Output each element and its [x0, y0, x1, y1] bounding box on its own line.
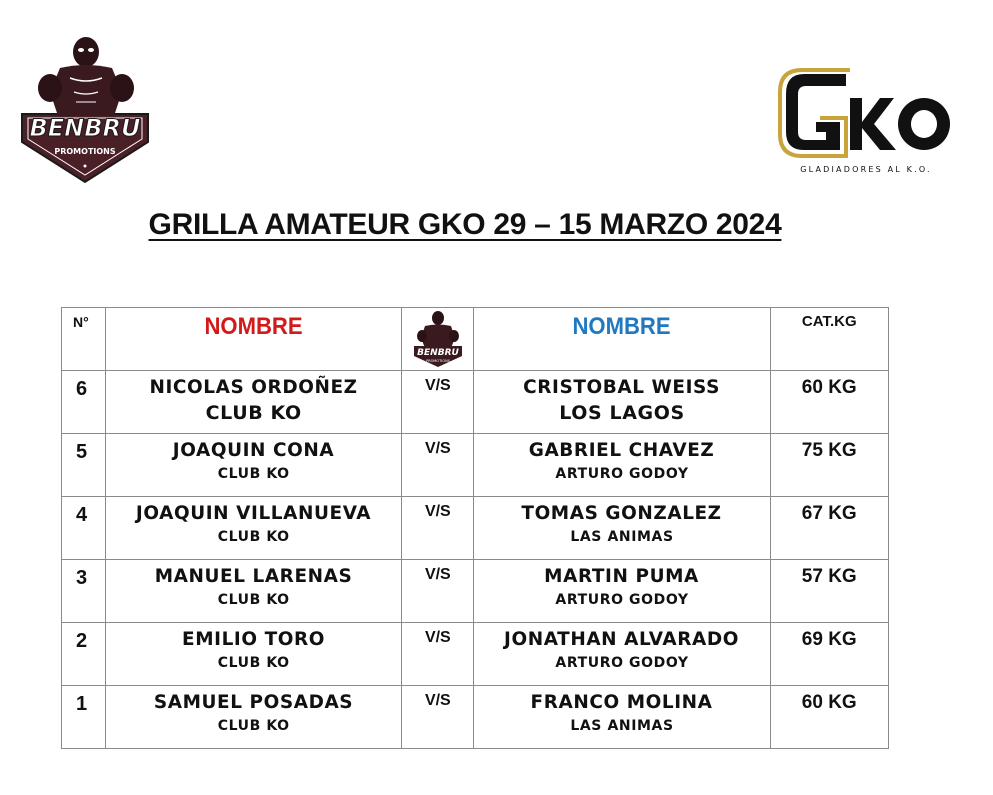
red-corner-fighter: EMILIO TORO	[182, 628, 326, 650]
table-row	[62, 623, 889, 686]
benbru-logo-text: BENBRU	[29, 114, 141, 142]
blue-corner-club: ARTURO GODOY	[555, 655, 689, 671]
blue-corner-fighter: TOMAS GONZALEZ	[521, 502, 723, 524]
versus-label-cell	[402, 497, 474, 560]
versus-label-cell	[402, 371, 474, 434]
blue-corner-cell	[474, 560, 770, 623]
red-corner-cell	[106, 560, 402, 623]
bout-number-cell	[62, 686, 106, 749]
promotions-logo-text: PROMOTIONS	[54, 147, 116, 156]
bout-number: 4	[76, 504, 88, 526]
bout-number: 1	[76, 693, 88, 715]
table-header-row	[62, 308, 889, 371]
blue-corner-club: ARTURO GODOY	[555, 592, 689, 608]
bout-number: 2	[76, 630, 88, 652]
red-corner-cell	[106, 686, 402, 749]
table-row	[62, 371, 889, 434]
header-red-corner-cell	[106, 308, 402, 371]
bout-number-cell	[62, 560, 106, 623]
blue-corner-club: ARTURO GODOY	[555, 466, 689, 482]
bout-number-cell	[62, 623, 106, 686]
blue-corner-fighter: GABRIEL CHAVEZ	[529, 439, 715, 461]
header-number: N°	[73, 314, 89, 330]
weight-category-cell	[770, 371, 888, 434]
blue-corner-cell	[474, 497, 770, 560]
bout-number: 6	[76, 378, 88, 400]
red-corner-fighter: SAMUEL POSADAS	[154, 691, 354, 713]
weight-category-cell	[770, 686, 888, 749]
header-red-corner-name: NOMBRE	[204, 313, 303, 340]
red-corner-cell	[106, 497, 402, 560]
blue-corner-fighter: MARTIN PUMA	[544, 565, 700, 587]
red-corner-cell	[106, 623, 402, 686]
blue-corner-fighter: CRISTOBAL WEISS	[523, 376, 721, 398]
header-logo-cell	[402, 308, 474, 371]
header-category-cell	[770, 308, 888, 371]
benbru-promotions-logo	[14, 34, 156, 184]
header-blue-corner-name: NOMBRE	[572, 313, 672, 340]
versus-label: V/S	[424, 440, 451, 457]
red-corner-fighter: JOAQUIN VILLANUEVA	[136, 502, 372, 524]
table-row	[62, 560, 889, 623]
red-corner-club: CLUB KO	[217, 718, 290, 734]
versus-label-cell	[402, 623, 474, 686]
blue-corner-cell	[474, 434, 770, 497]
versus-label-cell	[402, 686, 474, 749]
weight-category-cell	[770, 497, 888, 560]
versus-label: V/S	[424, 692, 451, 709]
weight-category-cell	[770, 623, 888, 686]
bout-number-cell	[62, 434, 106, 497]
bout-number: 3	[76, 567, 88, 589]
header-blue-corner-cell	[474, 308, 770, 371]
red-corner-club: CLUB KO	[217, 592, 290, 608]
versus-label: V/S	[424, 503, 451, 520]
red-corner-club: CLUB KO	[217, 655, 290, 671]
weight-category: 60 KG	[801, 377, 857, 398]
fight-card-table	[61, 307, 889, 749]
gko-logo-subtitle: GLADIADORES AL K.O.	[800, 165, 932, 174]
blue-corner-club: LAS ANIMAS	[570, 529, 674, 545]
red-corner-cell	[106, 434, 402, 497]
bout-number-cell	[62, 497, 106, 560]
blue-corner-club: LAS ANIMAS	[570, 718, 674, 734]
versus-label-cell	[402, 560, 474, 623]
table-row	[62, 686, 889, 749]
header-category: CAT.KG	[801, 313, 857, 330]
blue-corner-cell	[474, 686, 770, 749]
weight-category: 69 KG	[801, 629, 857, 650]
blue-corner-fighter: FRANCO MOLINA	[531, 691, 713, 713]
benbru-mini-logo	[411, 310, 465, 368]
red-corner-fighter: NICOLAS ORDOÑEZ	[149, 376, 358, 398]
blue-corner-fighter: JONATHAN ALVARADO	[504, 628, 740, 650]
weight-category: 57 KG	[801, 566, 857, 587]
red-corner-club: CLUB KO	[217, 529, 290, 545]
blue-corner-cell	[474, 623, 770, 686]
mini-logo-subtext: PROMOTIONS	[425, 359, 450, 363]
table-row	[62, 497, 889, 560]
table-row	[62, 434, 889, 497]
versus-label: V/S	[424, 629, 451, 646]
weight-category-cell	[770, 434, 888, 497]
weight-category: 75 KG	[801, 440, 857, 461]
red-corner-club: CLUB KO	[217, 466, 290, 482]
versus-label-cell	[402, 434, 474, 497]
weight-category: 67 KG	[801, 503, 857, 524]
page-title: GRILLA AMATEUR GKO 29 – 15 MARZO 2024	[148, 208, 782, 241]
header-number-cell	[62, 308, 106, 371]
gko-logo	[776, 64, 956, 176]
mini-logo-text: BENBRU	[417, 348, 459, 358]
red-corner-club: CLUB KO	[205, 402, 302, 424]
red-corner-fighter: JOAQUIN CONA	[172, 439, 335, 461]
versus-label: V/S	[424, 566, 451, 583]
bout-number: 5	[76, 441, 88, 463]
weight-category: 60 KG	[801, 692, 857, 713]
blue-corner-cell	[474, 371, 770, 434]
versus-label: V/S	[424, 377, 451, 394]
blue-corner-club: LOS LAGOS	[559, 402, 685, 424]
weight-category-cell	[770, 560, 888, 623]
red-corner-cell	[106, 371, 402, 434]
bout-number-cell	[62, 371, 106, 434]
red-corner-fighter: MANUEL LARENAS	[154, 565, 353, 587]
